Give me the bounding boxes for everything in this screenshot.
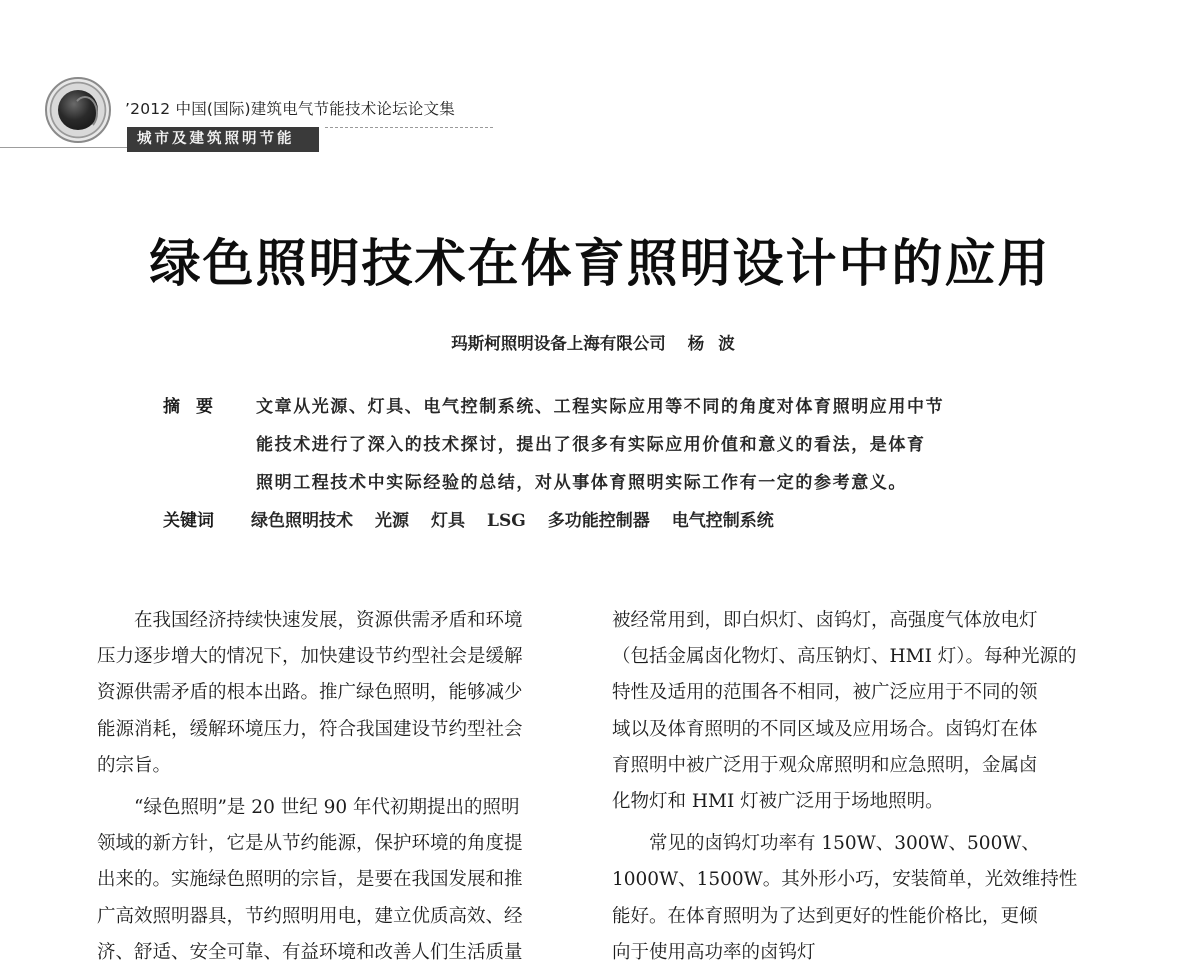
header-rule: [0, 147, 127, 148]
keyword: 灯具: [431, 511, 465, 531]
series-title: ’2012 中国(国际)建筑电气节能技术论坛论文集: [125, 100, 455, 118]
abstract-text: 能技术进行了深入的技术探讨，提出了很多有实际应用价值和意义的看法，是体育: [256, 435, 926, 455]
text-line: 的宗旨。: [97, 754, 172, 776]
conference-emblem-icon: [45, 77, 111, 143]
text-line: 在我国经济持续快速发展，资源供需矛盾和环境: [134, 610, 523, 631]
keyword: 光源: [375, 511, 409, 531]
author: 杨波: [687, 334, 749, 353]
abstract-block: [163, 388, 1043, 540]
body-column-right: [612, 603, 1110, 971]
keyword: LSG: [487, 511, 526, 531]
abstract-text: 文章从光源、灯具、电气控制系统、工程实际应用等不同的角度对体育照明应用中节: [256, 397, 945, 417]
text-line: 出来的。实施绿色照明的宗旨，是要在我国发展和推: [97, 869, 523, 891]
text-line: （包括金属卤化物灯、高压钠灯、HMI 灯）。每种光源的: [612, 646, 1077, 668]
text-line: 1000W、1500W。其外形小巧，安装简单，光效维持性: [612, 869, 1078, 891]
section-tag: 城市及建筑照明节能: [127, 127, 319, 152]
text-line: 被经常用到，即白炽灯、卤钨灯，高强度气体放电灯: [612, 610, 1038, 631]
paragraph: [97, 790, 567, 971]
keyword: 多功能控制器: [547, 511, 650, 531]
text-line: 域以及体育照明的不同区域及应用场合。卤钨灯在体: [612, 718, 1038, 740]
abstract-text: 照明工程技术中实际经验的总结，对从事体育照明实际工作有一定的参考意义。: [256, 473, 907, 493]
body-column-left: [97, 603, 567, 971]
article-title: 绿色照明技术在体育照明设计中的应用: [149, 235, 1051, 294]
text-line: 领域的新方针，它是从节约能源，保护环境的角度提: [97, 833, 523, 855]
byline: [0, 330, 1200, 354]
text-line: 广高效照明器具，节约照明用电，建立优质高效、经: [97, 905, 523, 927]
text-line: “绿色照明”是 20 世纪 90 年代初期提出的照明: [134, 797, 520, 819]
keywords-row: [163, 502, 1043, 540]
paragraph: [612, 826, 1110, 971]
globe-icon: [58, 90, 98, 130]
text-line: 常见的卤钨灯功率有 150W、300W、500W、: [649, 833, 1040, 855]
abstract-line: [163, 464, 1043, 502]
text-line: 育照明中被广泛用于观众席照明和应急照明，金属卤: [612, 754, 1038, 776]
keywords-list: [251, 502, 796, 540]
abstract-line: [163, 388, 1043, 426]
paragraph: [612, 603, 1110, 820]
keyword: 绿色照明技术: [251, 511, 353, 531]
text-line: 化物灯和 HMI 灯被广泛用于场地照明。: [612, 791, 944, 813]
keywords-label: 关键词: [163, 511, 214, 531]
paragraph: [97, 603, 567, 784]
abstract-label: 摘要: [163, 397, 229, 417]
text-line: 向于使用高功率的卤钨灯: [612, 941, 816, 963]
text-line: 资源供需矛盾的根本出路。推广绿色照明，能够减少: [97, 682, 523, 704]
text-line: 能源消耗，缓解环境压力，符合我国建设节约型社会: [97, 718, 523, 740]
text-line: 能好。在体育照明为了达到更好的性能价格比，更倾: [612, 905, 1038, 927]
abstract-line: [163, 426, 1043, 464]
page-header: [0, 0, 1200, 170]
keyword: 电气控制系统: [671, 511, 774, 531]
dashed-divider: [325, 127, 493, 128]
affiliation: 玛斯柯照明设备上海有限公司: [451, 334, 666, 353]
text-line: 特性及适用的范围各不相同，被广泛应用于不同的领: [612, 682, 1038, 704]
text-line: 济、舒适、安全可靠、有益环境和改善人们生活质量: [97, 941, 523, 963]
text-line: 压力逐步增大的情况下，加快建设节约型社会是缓解: [97, 646, 523, 668]
